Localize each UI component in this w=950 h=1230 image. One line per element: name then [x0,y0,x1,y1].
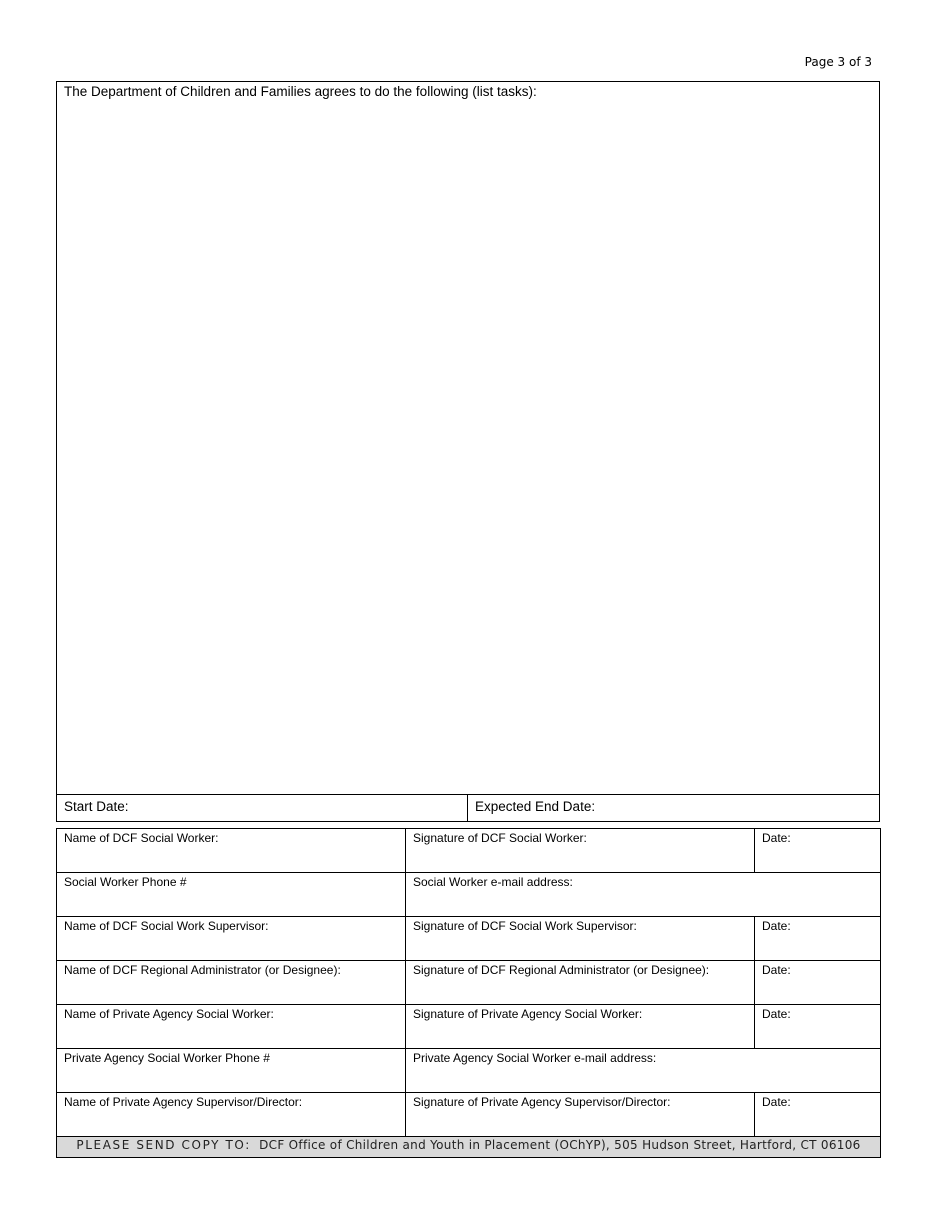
start-date-label: Start Date: [64,799,129,814]
footer-row [57,1137,881,1158]
dates-row [56,794,880,822]
field-label: Date: [762,919,791,933]
field-label: Signature of Private Agency Supervisor/Director: [413,1095,671,1109]
table-row [57,917,881,961]
field-label: Name of DCF Social Work Supervisor: [64,919,269,933]
private-agency-social-worker-name-field[interactable] [57,1005,406,1049]
social-worker-email-field[interactable] [406,873,881,917]
field-label: Name of DCF Regional Administrator (or Designee): [64,963,341,977]
supervisor-date-field[interactable] [755,917,881,961]
field-label: Name of Private Agency Supervisor/Director: [64,1095,303,1109]
private-agency-director-date-field[interactable] [755,1093,881,1137]
send-copy-address: DCF Office of Children and Youth in Placement (OChYP), 505 Hudson Street, Hartford, CT 06106 [259,1138,861,1152]
field-label: Date: [762,831,791,845]
dcf-tasks-field[interactable] [64,104,872,788]
table-row [57,1005,881,1049]
field-label: Private Agency Social Worker Phone # [64,1051,270,1065]
dcf-social-worker-date-field[interactable] [755,829,881,873]
social-worker-phone-field[interactable] [57,873,406,917]
table-row [57,1093,881,1137]
private-agency-director-signature-field[interactable] [406,1093,755,1137]
field-label: Date: [762,1095,791,1109]
supervisor-signature-field[interactable] [406,917,755,961]
signature-table [56,828,881,1158]
send-copy-notice [57,1137,881,1158]
private-agency-phone-field[interactable] [57,1049,406,1093]
dcf-tasks-section [56,81,880,795]
dcf-social-worker-signature-field[interactable] [406,829,755,873]
table-row [57,873,881,917]
start-date-field[interactable] [57,794,468,821]
field-label: Date: [762,1007,791,1021]
field-label: Name of DCF Social Worker: [64,831,219,845]
page-number: Page 3 of 3 [804,55,872,69]
field-label: Signature of DCF Social Work Supervisor: [413,919,637,933]
supervisor-name-field[interactable] [57,917,406,961]
dcf-tasks-label: The Department of Children and Families agrees to do the following (list tasks): [64,84,537,99]
private-agency-email-field[interactable] [406,1049,881,1093]
table-row [57,829,881,873]
table-row [57,961,881,1005]
field-label: Name of Private Agency Social Worker: [64,1007,274,1021]
private-agency-social-worker-date-field[interactable] [755,1005,881,1049]
field-label: Social Worker e-mail address: [413,875,573,889]
send-copy-lead: PLEASE SEND COPY TO: [76,1138,251,1152]
field-label: Signature of Private Agency Social Worker: [413,1007,643,1021]
field-label: Signature of DCF Regional Administrator (or Designee): [413,963,710,977]
field-label: Social Worker Phone # [64,875,187,889]
dcf-social-worker-name-field[interactable] [57,829,406,873]
table-row [57,1049,881,1093]
regional-administrator-date-field[interactable] [755,961,881,1005]
private-agency-director-name-field[interactable] [57,1093,406,1137]
field-label: Date: [762,963,791,977]
field-label: Signature of DCF Social Worker: [413,831,587,845]
regional-administrator-name-field[interactable] [57,961,406,1005]
private-agency-social-worker-signature-field[interactable] [406,1005,755,1049]
regional-administrator-signature-field[interactable] [406,961,755,1005]
expected-end-date-label: Expected End Date: [475,799,596,814]
field-label: Private Agency Social Worker e-mail address: [413,1051,657,1065]
expected-end-date-field[interactable] [468,794,879,821]
